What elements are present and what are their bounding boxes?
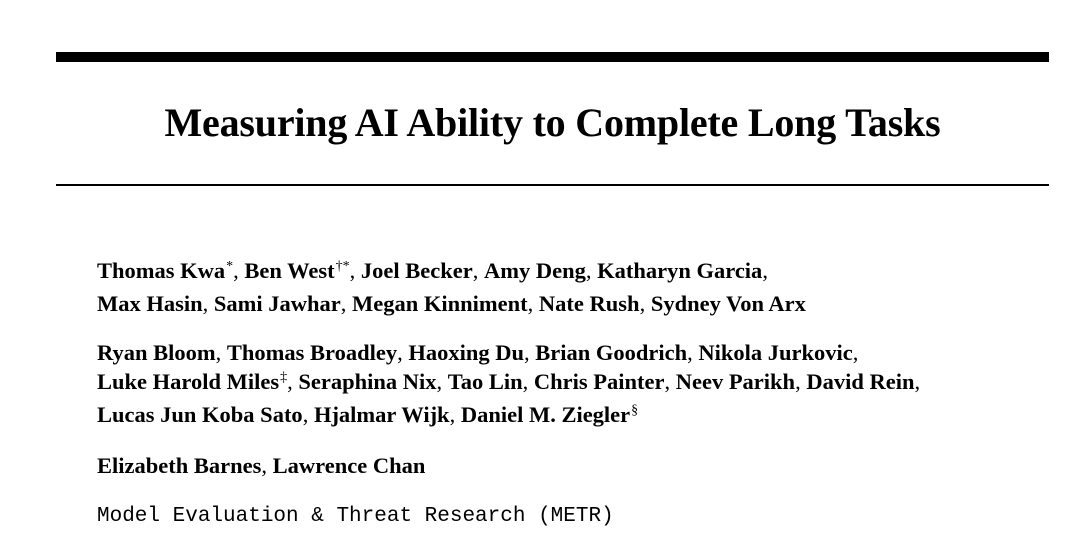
author-name: Max Hasin [97, 291, 203, 316]
author-group-3 [97, 451, 1057, 480]
top-thick-rule [56, 52, 1049, 62]
author-name: Nate Rush [538, 291, 640, 316]
author-name: Amy Deng [483, 258, 586, 283]
author-name: Chris Painter [533, 369, 665, 394]
author-name: David Rein [806, 369, 915, 394]
author-name: Brian Goodrich [535, 340, 688, 365]
author-name: Hjalmar Wijk [313, 402, 450, 427]
author-name: Tao Lin [447, 369, 523, 394]
author-affiliation-mark: § [631, 403, 639, 418]
author-line: Elizabeth Barnes, Lawrence Chan [97, 453, 426, 478]
author-line: Lucas Jun Koba Sato, Hjalmar Wijk, Daniel M. Ziegler§ [97, 402, 639, 427]
author-group-1 [97, 256, 1057, 318]
author-affiliation-mark: †* [335, 259, 350, 274]
author-name: Thomas Broadley [226, 340, 398, 365]
author-line: Ryan Bloom, Thomas Broadley, Haoxing Du, Brian Goodrich, Nikola Jurkovic, [97, 340, 859, 365]
author-name: Megan Kinniment [352, 291, 528, 316]
author-name: Neev Parikh [675, 369, 796, 394]
author-affiliation-mark: * [226, 259, 234, 274]
author-name: Joel Becker [360, 258, 473, 283]
paper-title: Measuring AI Ability to Complete Long Tasks [164, 100, 941, 145]
author-name: Luke Harold Miles [97, 369, 280, 394]
author-name: Thomas Kwa [97, 258, 226, 283]
author-name: Katharyn Garcia [597, 258, 763, 283]
author-name: Daniel M. Ziegler [460, 402, 631, 427]
author-line: Max Hasin, Sami Jawhar, Megan Kinniment, Nate Rush, Sydney Von Arx [97, 291, 806, 316]
author-name: Sami Jawhar [213, 291, 341, 316]
author-name: Lawrence Chan [272, 453, 426, 478]
author-name: Elizabeth Barnes [97, 453, 262, 478]
title-bottom-rule [56, 184, 1049, 186]
author-name: Lucas Jun Koba Sato [97, 402, 303, 427]
author-name: Haoxing Du [408, 340, 524, 365]
author-name: Nikola Jurkovic [698, 340, 853, 365]
author-affiliation-mark: ‡ [280, 370, 288, 385]
author-name: Ryan Bloom [97, 340, 216, 365]
author-line: Thomas Kwa*, Ben West†*, Joel Becker, Amy Deng, Katharyn Garcia, [97, 258, 768, 283]
author-name: Seraphina Nix [298, 369, 437, 394]
author-line: Luke Harold Miles‡, Seraphina Nix, Tao Lin, Chris Painter, Neev Parikh, David Rein, [97, 369, 921, 394]
author-group-2 [97, 338, 1057, 433]
affiliation: Model Evaluation & Threat Research (METR) [97, 505, 614, 528]
author-name: Ben West [244, 258, 335, 283]
author-name: Sydney Von Arx [650, 291, 806, 316]
